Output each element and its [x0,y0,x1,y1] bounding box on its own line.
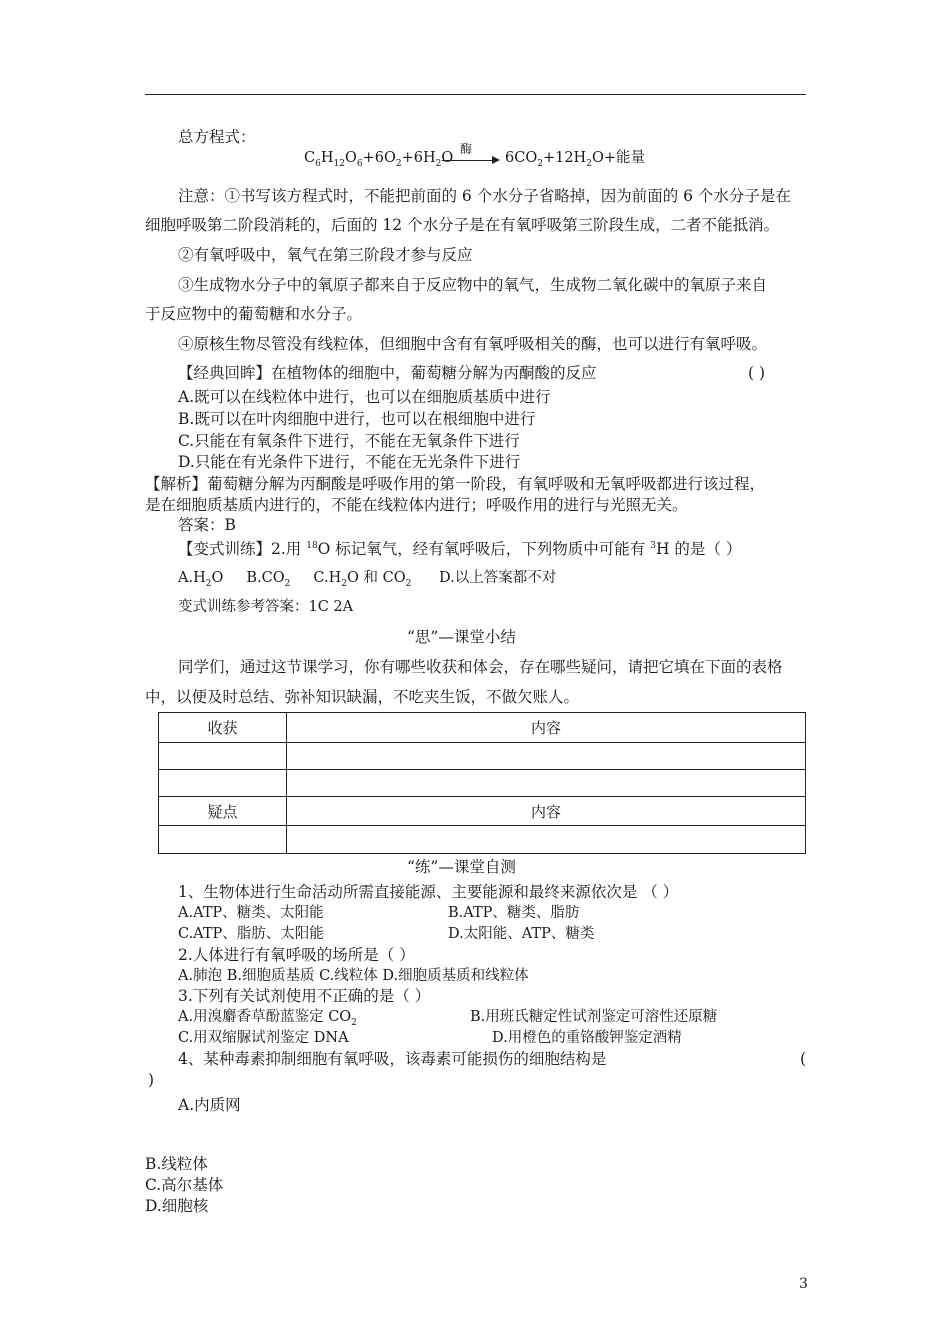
table-row [159,743,806,770]
test-title: “练”—课堂自测 [407,858,516,876]
classic-answer: 答案：B [178,516,236,534]
test-q4-option-b: B.线粒体 [145,1155,208,1173]
test-q4-paren-open: ( [800,1050,807,1068]
classic-bracket: ( ) [748,364,766,382]
note-2: ②有氧呼吸中，氧气在第三阶段才参与反应 [178,246,473,264]
header-rule [145,94,806,95]
formula-label: 总方程式： [178,128,256,146]
note-1a: 注意：①书写该方程式时，不能把前面的 6 个水分子省略掉，因为前面的 6 个水分子是在 [178,187,791,205]
variant-options: $A.H_2O$ $B.CO_2$ $C.H_2O$ 和 $CO_2$ D.以上答案都不对 [178,570,557,589]
classic-option-b: B.既可以在叶肉细胞中进行，也可以在根细胞中进行 [178,410,536,428]
test-q4-option-a: A.内质网 [178,1096,241,1114]
test-q3-option-b: B.用班氏糖定性试剂鉴定可溶性还原糖 [470,1009,718,1025]
content-header-cell: 内容 [287,713,806,743]
formula-reactants: $C_6H_{12}O_6+6O_2+6H_2O$ [304,150,454,169]
summary-intro-b: 中，以便及时总结、弥补知识缺漏，不吃夹生饭，不做欠账人。 [145,688,580,706]
content-header-cell-2: 内容 [287,797,806,826]
table-cell[interactable] [287,770,806,797]
note-3a: ③生成物水分子中的氧原子都来自于反应物中的氧气，生成物二氧化碳中的氧原子来自 [178,276,768,294]
test-q1-option-b: B.ATP、糖类、脂肪 [448,905,580,921]
classic-option-d: D.只能在有光条件下进行，不能在无光条件下进行 [178,453,521,471]
table-cell[interactable] [159,770,287,797]
enzyme-label: 酶 [460,142,473,156]
test-q3-option-d: D.用橙色的重铬酸钾鉴定酒精 [492,1030,682,1046]
page-number: 3 [799,1276,808,1292]
test-q4-option-d: D.细胞核 [145,1197,209,1215]
doubt-header-cell: 疑点 [159,797,287,826]
test-q1-option-a: A.ATP、糖类、太阳能 [178,905,324,921]
summary-table [158,712,806,854]
test-q1-option-d: D.太阳能、ATP、糖类 [448,926,595,942]
table-cell[interactable] [287,826,806,854]
test-q3-option-c: C.用双缩脲试剂鉴定 DNA [178,1030,349,1046]
test-q4: 4、某种毒素抑制细胞有氧呼吸，该毒素可能损伤的细胞结构是 [178,1050,607,1068]
classic-option-c: C.只能在有氧条件下进行，不能在无氧条件下进行 [178,432,520,450]
table-cell[interactable] [159,826,287,854]
note-3b: 于反应物中的葡萄糖和水分子。 [145,305,363,323]
table-row [159,713,806,743]
test-q1: 1、生物体进行生命活动所需直接能源、主要能源和最终来源依次是 （ ） [178,883,679,901]
table-row [159,770,806,797]
summary-title: “思”—课堂小结 [407,628,516,646]
test-q4-paren-close: ) [148,1071,155,1089]
table-row [159,797,806,826]
classic-analysis-b: 是在细胞质基质内进行的，不能在线粒体内进行；呼吸作用的进行与光照无关。 [145,496,688,514]
arrow-line [442,160,494,161]
table-cell[interactable] [287,743,806,770]
variant-question: 【变式训练】2.用 $^{18}$O 标记氧气，经有氧呼吸后，下列物质中可能有 $^3$H 的是（ ） [178,540,742,558]
test-q3-option-a: A.用溴麝香草酚蓝鉴定 $CO_2$ [178,1009,357,1028]
note-1b: 细胞呼吸第二阶段消耗的，后面的 12 个水分子是在有氧呼吸第三阶段生成，二者不能抵消。 [145,216,780,234]
table-cell[interactable] [159,743,287,770]
classic-analysis-a: 【解析】葡萄糖分解为丙酮酸是呼吸作用的第一阶段，有氧呼吸和无氧呼吸都进行该过程， [145,475,766,493]
test-q3: 3.下列有关试剂使用不正确的是（ ） [178,987,431,1005]
formula-products: $6CO_2+12H_2O+$能量 [505,150,645,169]
classic-question: 【经典回眸】在植物体的细胞中，葡萄糖分解为丙酮酸的反应 [178,364,597,382]
classic-option-a: A.既可以在线粒体中进行，也可以在细胞质基质中进行 [178,388,551,406]
variant-ref-answer: 变式训练参考答案：1C 2A [178,599,354,615]
table-row [159,826,806,854]
test-q1-option-c: C.ATP、脂肪、太阳能 [178,926,324,942]
summary-intro-a: 同学们，通过这节课学习，你有哪些收获和体会，存在哪些疑问，请把它填在下面的表格 [178,658,783,676]
note-4: ④原核生物尽管没有线粒体，但细胞中含有有氧呼吸相关的酶，也可以进行有氧呼吸。 [178,335,768,353]
test-q4-option-c: C.高尔基体 [145,1176,224,1194]
arrow-head-icon [492,156,500,164]
gain-header-cell: 收获 [159,713,287,743]
reaction-arrow [440,140,502,170]
test-q2: 2.人体进行有氧呼吸的场所是（ ） [178,946,415,964]
test-q2-options: A.肺泡 B.细胞质基质 C.线粒体 D.细胞质基质和线粒体 [178,968,529,984]
